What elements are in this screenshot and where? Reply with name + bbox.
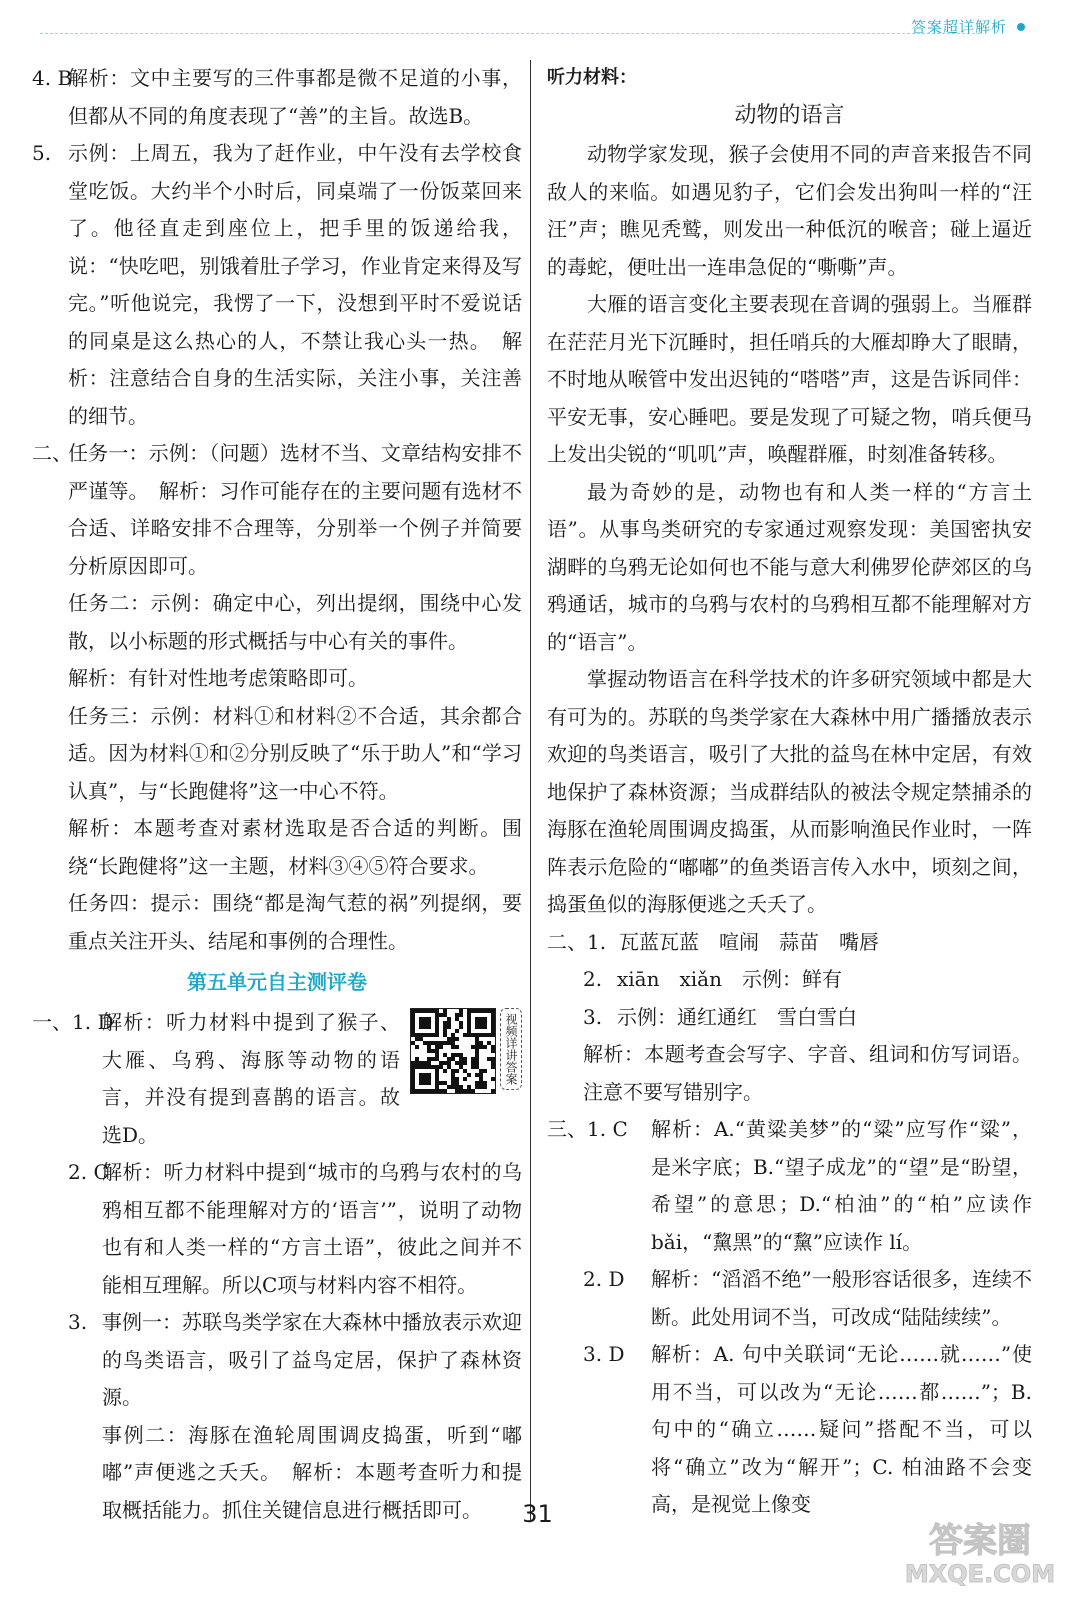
task-text: 任务一：示例：（问题）选材不当、文章结构安排不严谨等。 解析：习作可能存在的主要问题有选材不合适、详略安排不合理等，分别举一个例子并简要分析原因即可。 <box>68 441 522 578</box>
answer-b3 <box>547 999 1032 1037</box>
answer-4 <box>32 60 522 135</box>
watermark-url: MXQE.COM <box>904 1560 1056 1588</box>
answer-s3 <box>32 1304 522 1417</box>
answer-c2 <box>547 1261 1032 1336</box>
answer-text: 瓦蓝瓦蓝 喧闹 蒜苗 嘴唇 <box>619 929 879 954</box>
listening-paragraph: 最为奇妙的是，动物也有和人类一样的“方言土语”。从事鸟类研究的专家通过观察发现：美国密执安湖畔的乌鸦无论如何也不能与意大利佛罗伦萨郊区的乌鸦通话，城市的乌鸦与农村的乌鸦相互都不能理解对方的“语言”。 <box>547 479 1032 654</box>
section-label: 二、 <box>32 441 72 465</box>
answer-label: 3. D <box>583 1342 625 1366</box>
answer-text: 解析：文中主要写的三件事都是微不足道的小事，但都从不同的角度表现了“善”的主旨。故选B。 <box>68 66 522 128</box>
header-brand <box>911 16 1025 37</box>
answer-text: 解析：听力材料中提到了猴子、大雁、乌鸦、海豚等动物的语言，并没有提到喜鹊的语言。故选D。 <box>102 1010 400 1147</box>
answer-text: 解析：A. 句中关联词“无论……就……”使用不当，可以改为“无论……都……”；B. 句中的“确立……疑问”搭配不当，可以将“确立”改为“解开”；C. 柏油路不会变高，是视觉上像变 <box>651 1342 1032 1516</box>
page-number: 31 <box>522 1500 553 1528</box>
answer-b1 <box>547 924 1032 962</box>
answer-label: 三、1. C <box>547 1117 628 1141</box>
task-3-note: 解析：本题考查对素材选取是否合适的判断。围绕“长跑健将”这一主题，材料③④⑤符合要求。 <box>68 816 522 878</box>
brand-text: 答案超详解析 <box>910 18 1007 36</box>
answer-label: 4. B <box>32 66 73 90</box>
answer-s3b: 事例二：海豚在渔轮周围调皮捣蛋，听到“嘟嘟”声便逃之夭夭。 解析：本题考查听力和提取概括能力。抓住关键信息进行概括即可。 <box>102 1422 522 1522</box>
watermark-logo <box>900 1512 1060 1590</box>
answer-text: 解析：听力材料中提到“城市的乌鸦与农村的乌鸦相互都不能理解对方的‘语言’”，说明了动物也有和人类一样的“方言土语”，彼此之间并不能相互理解。所以C项与材料内容不相符。 <box>102 1160 522 1297</box>
answer-text: 解析：A.“黄粱美梦”的“粱”应写作“粱”，是米字底；B.“望子成龙”的“望”是“盼望，希望”的意思；D.“柏油”的“柏”应读作 bǎi，“黧黑”的“黧”应读作 lí。 <box>651 1117 1032 1254</box>
answer-s1 <box>32 1004 522 1154</box>
answer-c1 <box>547 1111 1032 1261</box>
listening-paragraph: 掌握动物语言在科学技术的许多研究领域中都是大有可为的。苏联的鸟类学家在大森林中用广播播放表示欢迎的鸟类语言，吸引了大批的益鸟在林中定居，有效地保护了森林资源；当成群结队的被法令规定禁捕杀的海豚在渔轮周围调皮捣蛋，从而影响渔民作业时，一阵阵表示危险的“嘟嘟”的鱼类语言传入水中，顷刻之间，捣蛋鱼似的海豚便逃之夭夭了。 <box>547 667 1032 916</box>
watermark-text: 答案圈 <box>929 1521 1031 1561</box>
answer-5 <box>32 135 522 435</box>
answer-label: 一、1. D <box>32 1010 114 1034</box>
header-dashed-line <box>40 33 980 34</box>
answer-label: 2. C <box>68 1160 109 1184</box>
answer-text: 事例一：苏联鸟类学家在大森林中播放表示欢迎的鸟类语言，吸引了益鸟定居，保护了森林资源。 <box>102 1310 522 1409</box>
section-title: 第五单元自主测评卷 <box>187 970 367 994</box>
answer-label: 5. <box>32 141 52 165</box>
brand-dot-icon <box>1017 23 1025 31</box>
listening-title: 动物的语言 <box>734 103 845 128</box>
answer-s2 <box>32 1154 522 1304</box>
answer-text: 示例：上周五，我为了赶作业，中午没有去学校食堂吃饭。大约半个小时后，同桌端了一份饭菜回来了。他径直走到座位上，把手里的饭递给我，说：“快吃吧，别饿着肚子学习，作业肯定来得及写完。”听他说完，我愣了一下，没想到平时不爱说话的同桌是这么热心的人，不禁让我心头一热。 解析：注意结合自身的生活实际，关注小事，关注善的细节。 <box>68 141 522 428</box>
answer-label: 3. <box>583 1004 603 1029</box>
answer-label: 3. <box>68 1310 88 1334</box>
answer-label: 二、1. <box>547 929 607 954</box>
qr-code[interactable] <box>410 1008 496 1094</box>
task-1 <box>32 435 522 585</box>
listening-paragraph: 动物学家发现，猴子会使用不同的声音来报告不同敌人的来临。如遇见豹子，它们会发出狗叫一样的“汪汪”声；瞧见秃鹫，则发出一种低沉的喉音；碰上逼近的毒蛇，便吐出一连串急促的“嘶嘶”声。 <box>547 142 1032 279</box>
answer-b-note: 解析：本题考查会写字、字音、组词和仿写词语。注意不要写错别字。 <box>583 1042 1032 1104</box>
answer-b2 <box>547 961 1032 999</box>
task-4: 任务四：提示：围绕“都是淘气惹的祸”列提纲，要重点关注开头、结尾和事例的合理性。 <box>68 891 522 953</box>
answer-text: 解析：“滔滔不绝”一般形容话很多，连续不断。此处用词不当，可改成“陆陆续续”。 <box>651 1267 1032 1329</box>
answer-text: xiān xiǎn 示例：鲜有 <box>617 967 842 991</box>
qr-block[interactable] <box>410 1008 522 1094</box>
column-divider <box>530 60 531 1520</box>
answer-text: 示例：通红通红 雪白雪白 <box>617 1004 857 1029</box>
task-3: 任务三：示例：材料①和材料②不合适，其余都合适。因为材料①和②分别反映了“乐于助人”和“学习认真”，与“长跑健将”这一中心不符。 <box>68 703 522 803</box>
left-column <box>32 60 522 1529</box>
qr-caption: 视频详讲答案 <box>500 1008 522 1090</box>
right-column <box>547 60 1032 1524</box>
task-2-note: 解析：有针对性地考虑策略即可。 <box>68 666 368 690</box>
answer-label: 2. <box>583 967 603 991</box>
listening-label: 听力材料： <box>547 67 637 88</box>
answer-c3 <box>547 1336 1032 1524</box>
listening-paragraph: 大雁的语言变化主要表现在音调的强弱上。当雁群在茫茫月光下沉睡时，担任哨兵的大雁却睁大了眼睛，不时地从喉管中发出迟钝的“嗒嗒”声，这是告诉同伴：平安无事，安心睡吧。要是发现了可疑之物，哨兵便马上发出尖锐的“叽叽”声，唤醒群雁，时刻准备转移。 <box>547 292 1032 466</box>
answer-label: 2. D <box>583 1267 625 1291</box>
task-2: 任务二：示例：确定中心，列出提纲，围绕中心发散，以小标题的形式概括与中心有关的事件。 <box>68 591 522 653</box>
